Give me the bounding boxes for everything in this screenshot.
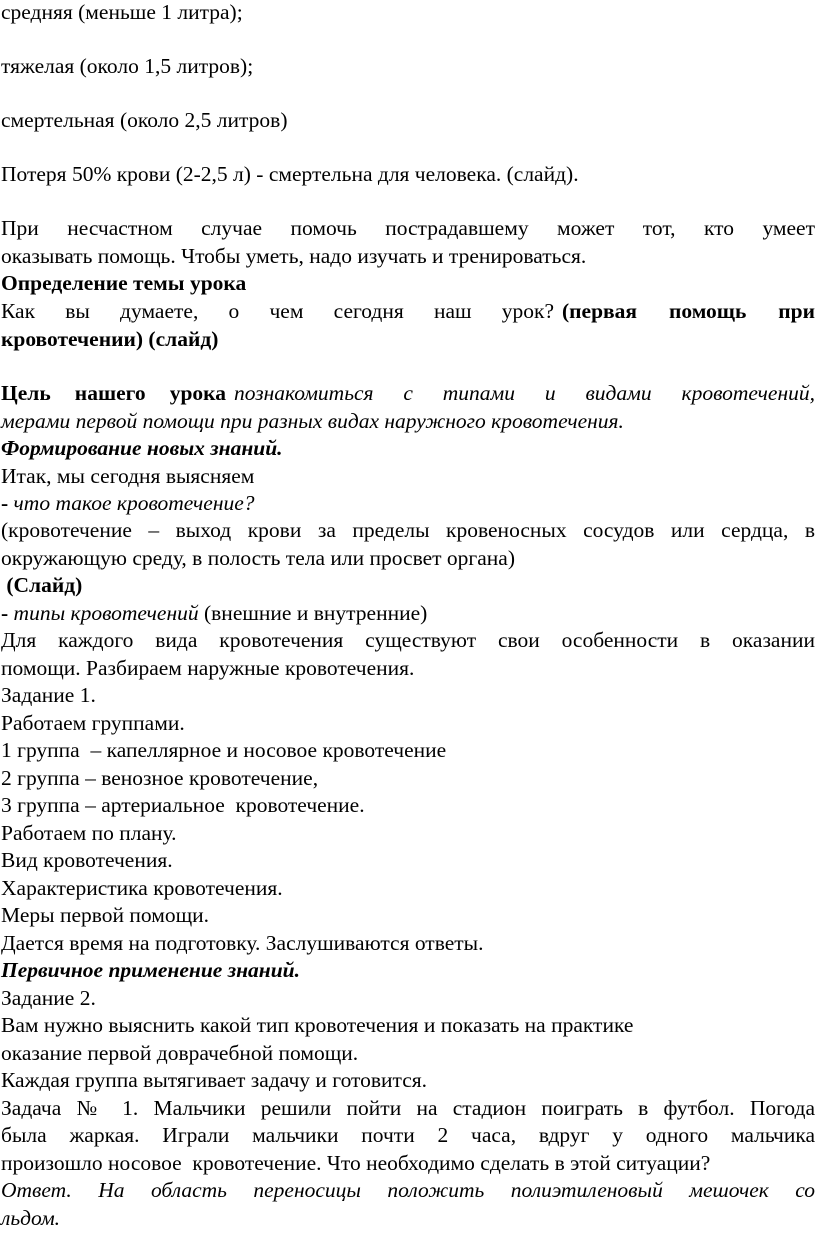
text-line: Работаем группами. — [1, 711, 185, 735]
text-line: Задание 1. — [1, 683, 96, 707]
text-line: Для каждого вида кровотечения существуют свои особенности в оказании — [1, 628, 815, 652]
slide-label: (Слайд) — [1, 573, 83, 597]
section-heading: Формирование новых знаний. — [1, 436, 283, 460]
text-line: Каждая группа вытягивает задачу и готовится. — [1, 1068, 428, 1092]
text-line: тяжелая (около 1,5 литров); — [1, 54, 254, 78]
text-line: Потеря 50% крови (2-2,5 л) - смертельна для человека. (слайд). — [1, 162, 579, 186]
text-line: Работаем по плану. — [1, 821, 177, 845]
answer-italic: Ответ. На область переносицы положить полиэтиленовый мешочек со — [1, 1178, 815, 1202]
question-text: Как вы думаете, о чем сегодня наш урок? — [1, 299, 554, 323]
types-italic: типы кровотечений — [13, 601, 199, 625]
answer-italic: льдом. — [1, 1206, 61, 1230]
text-line: оказывать помощь. Чтобы уметь, надо изучать и тренироваться. — [1, 244, 587, 268]
text-line: окружающую среду, в полость тела или просвет органа) — [1, 546, 515, 570]
text-line: произошло носовое кровотечение. Что необходимо сделать в этой ситуации? — [1, 1151, 711, 1175]
text-line: Вид кровотечения. — [1, 848, 173, 872]
text-line: средняя (меньше 1 литра); — [1, 0, 243, 24]
answer-bold: кровотечении) (слайд) — [1, 327, 219, 351]
list-item: 1 группа – капеллярное и носовое кровотечение — [1, 738, 447, 762]
question-italic: что такое кровотечение? — [13, 491, 255, 515]
types-rest: (внешние и внутренние) — [198, 601, 428, 625]
section-heading: Определение темы урока — [1, 271, 247, 295]
text-line: Задание 2. — [1, 986, 96, 1010]
answer-bold: (первая помощь при — [562, 299, 815, 323]
goal-text: мерами первой помощи при разных видах наружного кровотечения. — [1, 409, 624, 433]
text-line: При несчастном случае помочь пострадавшему может тот, кто умеет — [1, 216, 815, 240]
dash: - — [1, 491, 14, 515]
text-line — [1, 379, 815, 407]
text-line: Дается время на подготовку. Заслушиваются ответы. — [1, 931, 484, 955]
list-item: 2 группа – венозное кровотечение, — [1, 766, 319, 790]
text-line — [1, 297, 815, 325]
text-line: Меры первой помощи. — [1, 903, 210, 927]
text-line: Характеристика кровотечения. — [1, 876, 283, 900]
goal-text: познакомиться с типами и видами кровотечений, — [234, 381, 815, 405]
text-line: Вам нужно выяснить какой тип кровотечения и показать на практике — [1, 1013, 634, 1037]
dash: - — [1, 601, 14, 625]
text-line — [1, 489, 815, 517]
text-line: Задача № 1. Мальчики решили пойти на стадион поиграть в футбол. Погода — [1, 1096, 815, 1120]
text-line: была жаркая. Играли мальчики почти 2 часа, вдруг у одного мальчика — [1, 1123, 815, 1147]
text-line: смертельная (около 2,5 литров) — [1, 108, 288, 132]
text-line: оказание первой доврачебной помощи. — [1, 1041, 359, 1065]
text-line: (кровотечение – выход крови за пределы кровеносных сосудов или сердца, в — [1, 518, 815, 542]
text-line — [1, 599, 815, 627]
text-line: помощи. Разбираем наружные кровотечения. — [1, 656, 415, 680]
list-item: 3 группа – артериальное кровотечение. — [1, 793, 365, 817]
text-line: Итак, мы сегодня выясняем — [1, 464, 255, 488]
section-heading: Первичное применение знаний. — [1, 958, 300, 982]
goal-label: Цель нашего урока — [1, 381, 226, 405]
